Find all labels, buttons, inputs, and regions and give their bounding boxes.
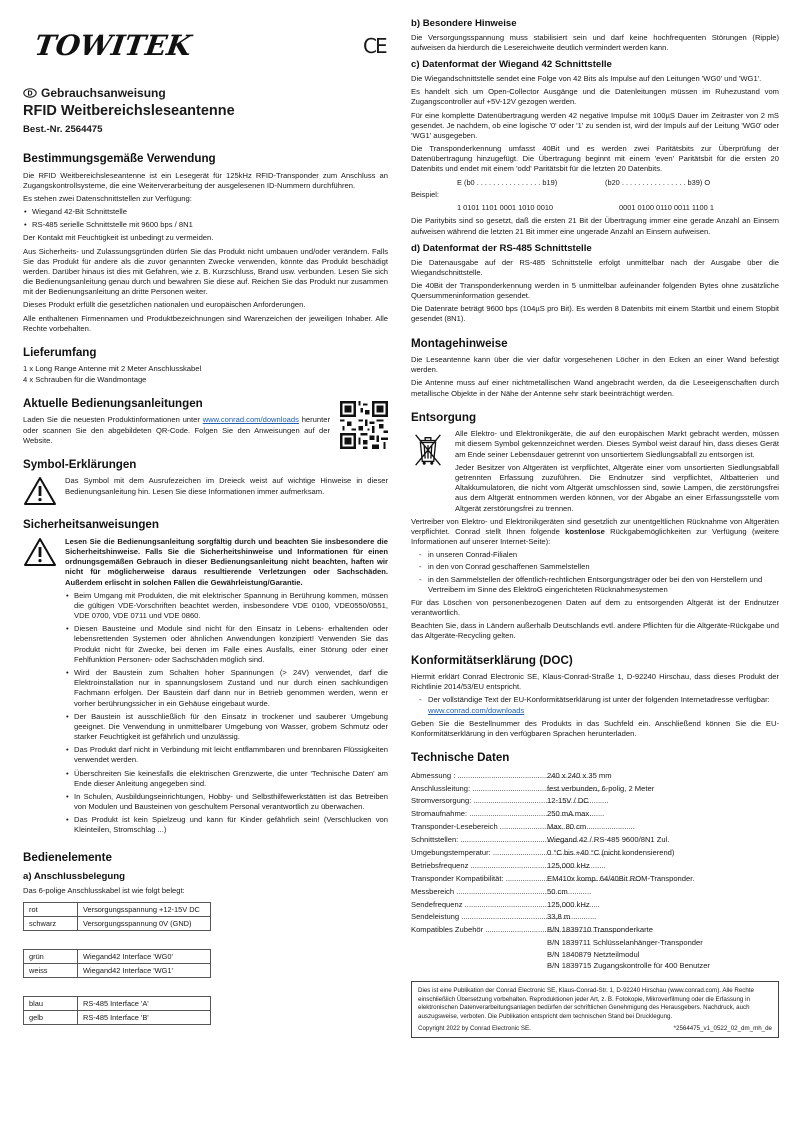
spec-value: 12-15V / DC — [547, 796, 589, 806]
table-row — [411, 924, 779, 935]
spec-value: 33,8 m — [547, 912, 571, 922]
spec-value: 0 °C bis +40 °C (nicht kondensierend) — [547, 848, 675, 858]
specs-heading: Technische Daten — [411, 751, 510, 765]
pin-assignment-intro: Das 6-polige Anschlusskabel ist wie folgt belegt: — [23, 885, 185, 895]
wire-function: Versorgungsspannung 0V (GND) — [78, 917, 211, 931]
list-item — [419, 695, 779, 715]
return-options-list — [419, 550, 779, 595]
wire-function: Versorgungsspannung +12-15V DC — [78, 903, 211, 917]
controls-heading: Bedienelemente — [23, 850, 112, 864]
warning-triangle-icon — [23, 537, 57, 567]
special-notes-text: Die Versorgungsspannung muss stabilisiert sein und darf keine hochfrequenten Störungen (Ripple) aufweisen da hierdurch die Lesereichweite deutlich vermindert werden kann. — [411, 32, 779, 53]
list-item: • Wird der Baustein zum Schalten hoher Spannungen (> 24V) verwendet, darf die Elektroinstallation nur in spannungslosem Zustand und nur durch einen sachkundigen Fachmann erfolgen. Der Baustein darf dann nur in Betrieb genommen werden, wenn er vorher berührungssicher in ein Gehäuse eingebaut wurde. — [65, 668, 388, 709]
wire-color: grün — [24, 950, 78, 964]
conformity-link[interactable]: www.conrad.com/downloads — [428, 705, 525, 715]
spec-label: Messbereich ..... — [411, 886, 547, 897]
left-column — [23, 140, 388, 1037]
table-row — [411, 770, 779, 781]
wire-function: RS-485 Interface 'B' — [78, 1011, 211, 1025]
wire-color: schwarz — [24, 917, 78, 931]
disposal-p4: Für das Löschen von personenbezogenen Daten auf dem zu entsorgenden Altgerät ist der Endnutzer verantwortlich. — [411, 597, 779, 618]
ce-mark: CE — [363, 34, 386, 58]
manuals-heading: Aktuelle Bedienungsanleitungen — [23, 396, 203, 410]
pin-table-power — [23, 902, 211, 931]
disposal-p1: Alle Elektro- und Elektronikgeräte, die auf den europäischen Markt gebracht werden, müssen mit diesem Symbol gekennzeichnet werden. Dieses Symbol weist darauf hin, dass dieses Gerät am Ende seiner Lebensdauer getrennt von unsortiertem Siedlungsabfall zu entsorgen ist. — [455, 429, 779, 459]
list-item: - in den von Conrad geschaffenen Sammelstellen — [419, 562, 779, 572]
mounting-p2: Die Antenne muss auf einer nichtmetallischen Wand angebracht werden, da die Leseeigenschaften durch metallische Objekte in der Nähe der Antenne sehr stark beeinträchtigt werden. — [411, 378, 779, 398]
conformity-list — [419, 695, 779, 715]
intended-use-p5: Dieses Produkt erfüllt die gesetzlichen nationalen und europäischen Anforderungen. — [23, 300, 306, 310]
rs485-p3: Die Datenrate beträgt 9600 bps (104µS pro Bit). Es werden 8 Datenbits mit einem Startbit und einem Stopbit gesendet (8N1). — [411, 304, 779, 324]
spec-value: 125,000 kHz — [547, 860, 590, 870]
table-row — [411, 899, 779, 910]
manuals-block — [23, 415, 388, 446]
spec-label: Sendefrequenz ..... — [411, 899, 547, 910]
spec-value: 125,000 kHz — [547, 899, 590, 909]
bit-example-first: 1 0101 1101 0001 1010 0010 — [457, 203, 554, 213]
spec-label: Transponder Kompatibilität: ..... — [411, 873, 547, 884]
wire-color: weiss — [24, 964, 78, 978]
logo-text: TOWITEK — [32, 29, 194, 62]
disposal-p3-bold: kostenlose — [565, 526, 605, 536]
spec-extra-2: B/N 1840879 Netzteilmodul — [547, 949, 640, 959]
spec-value: Wiegand 42 / RS-485 9600/8N1 Zul. — [547, 835, 670, 845]
list-item: • Wiegand 42-Bit Schnittstelle — [23, 207, 388, 217]
footer-code: *2564475_v1_0522_02_dm_mh_de — [673, 1024, 772, 1032]
list-item: • In Schulen, Ausbildungseinrichtungen, Hobby- und Selbsthilfewerkstätten ist das Betreiben von Modulen und Bausteinen von geschultem Personal verantwortlich zu überwachen. — [65, 792, 388, 812]
table-row — [411, 808, 779, 819]
qr-code[interactable] — [340, 401, 388, 449]
table-row — [411, 783, 779, 794]
intended-use-p2: Es stehen zwei Datenschnittstellen zur Verfügung: — [23, 193, 192, 203]
spec-value: 240 x 240 x 35 mm — [547, 770, 612, 780]
table-row — [24, 903, 211, 917]
symbols-block — [23, 476, 388, 506]
wiegand-p3: Für eine komplette Datenübertragung werden 42 negative Impulse mit 100µS Dauer im Zeitraster von 2 mS gesendet. Je nachdem, ob eine logische '0' oder '1' zu senden ist, wird der Impuls auf der Leitung 'WG0' oder 'WG1' ausgegeben. — [411, 110, 779, 140]
wire-function: RS-485 Interface 'A' — [78, 997, 211, 1011]
wiegand-heading: c) Datenformat der Wiegand 42 Schnittstelle — [411, 59, 612, 71]
towitek-logo — [32, 24, 194, 64]
symbols-heading: Symbol-Erklärungen — [23, 457, 137, 471]
order-number: Best.-Nr. 2564475 — [23, 124, 103, 135]
example-label: Beispiel: — [411, 189, 439, 199]
disposal-block — [411, 429, 779, 516]
manuals-text-after: herunter oder scannen Sie den abgebildeten QR-Code. Folgen Sie den Anweisungen auf der Website. — [23, 415, 330, 445]
spec-value: B/N 1839710 Transponderkarte — [547, 925, 653, 935]
spec-label: Sendeleistung ..... — [411, 911, 547, 922]
intended-use-heading: Bestimmungsgemäße Verwendung — [23, 152, 216, 165]
intended-use-p4: Aus Sicherheits- und Zulassungsgründen dürfen Sie das Produkt nicht umbauen und/oder verändern. Falls Sie das Produkt für andere als die zuvor genannten Zwecke verwenden, könnte das Produkt beschädigt werden. Darüber hinaus ist dies mit Gefahren, wie z. B. Kurzschluss, Brand usw. verbunden. Lesen Sie sich die Bedienungsanleitung genau durch und bewahren Sie diese auf. Reichen Sie das Produkt nur zusammen mit der Bedienungsanleitung an dritte Personen weiter. — [23, 246, 388, 297]
list-item: • Das Produkt ist kein Spielzeug und kann für Kinder gefährlich sein! (Verschlucken von Kleinteilen, Stromschlag ...) — [65, 815, 388, 835]
table-row — [411, 847, 779, 858]
spec-label: Umgebungstemperatur: ..... — [411, 847, 547, 858]
safety-block — [23, 537, 388, 839]
symbols-text: Das Symbol mit dem Ausrufezeichen im Dreieck weist auf wichtige Hinweise in dieser Bedienungsanleitung hin. Lesen Sie diese Informationen immer aufmerksam. — [65, 476, 388, 496]
table-row — [24, 997, 211, 1011]
doc-type — [23, 85, 166, 101]
intended-use-p3: Der Kontakt mit Feuchtigkeit ist unbedingt zu vermeiden. — [23, 233, 214, 243]
intended-use-p1: Die RFID Weitbereichsleseantenne ist ein Lesegerät für 125kHz RFID-Transponder zum Anschluss an Zugangskontrollsysteme, die eine Weiterverarbeitung der ausgelesenen ID-Nummern durchführen. — [23, 170, 388, 190]
table-row — [411, 886, 779, 897]
disposal-p5: Beachten Sie, dass in Ländern außerhalb Deutschlands evtl. andere Pflichten für die Altgeräte-Rückgabe und das Altgeräte-Recycling gelten. — [411, 621, 779, 641]
list-item: - in den Sammelstellen der öffentlich-rechtlichen Entsorgungsträger oder bei den von Herstellern und Vertreibern im Sinne des ElektroG eingerichteten Rücknahmesystemen — [419, 575, 779, 595]
spec-extra-3: B/N 1839715 Zugangskontrolle für 400 Benutzer — [547, 961, 710, 971]
wire-function: Wiegand42 Interface 'WG0' — [78, 950, 211, 964]
delivery-item: 4 x Schrauben für die Wandmontage — [23, 374, 147, 384]
list-item: • Beim Umgang mit Produkten, die mit elektrischer Spannung in Berührung kommen, müssen die gültigen VDE-Vorschriften beachtet werden, insbesondere VDE 0100, VDE0550/0551, VDE 0700, VDE 0711 und VDE 0860. — [65, 591, 388, 622]
wiegand-p1: Die Wiegandschnittstelle sendet eine Folge von 42 Bits als Impulse auf den Leitungen 'WG0' und 'WG1'. — [411, 74, 762, 84]
spec-label: Abmessung : ..... — [411, 770, 547, 781]
conformity-p2: Geben Sie die Bestellnummer des Produkts in das Suchfeld ein. Anschließend können Sie die EU-Konformitätserklärung in den verfügbaren Sprachen herunterladen. — [411, 718, 779, 738]
disposal-p3-after: Rückgabemöglichkeiten zur Verfügung (weitere Informationen auf unserer Internet-Seite): — [411, 526, 779, 547]
delivery-heading: Lieferumfang — [23, 345, 97, 359]
list-item: - in unseren Conrad-Filialen — [419, 550, 779, 560]
list-item: • Das Produkt darf nicht in Verbindung mit leicht entflammbaren und brennbaren Flüssigkeiten verwendet werden. — [65, 745, 388, 765]
list-item: • Der Baustein ist ausschließlich für den Einsatz in trockener und sauberer Umgebung geeignet. Die Verwendung in unmittelbarer Umgebung von Wasser, grobem Schmutz oder starker Feuchtigkeit ist gefährlich und unzulässig. — [65, 712, 388, 743]
svg-text:D: D — [27, 90, 33, 98]
table-row — [411, 821, 779, 832]
spec-label: Kompatibles Zubehör ..... — [411, 924, 547, 935]
disposal-heading: Entsorgung — [411, 410, 477, 424]
conformity-p1: Hiermit erklärt Conrad Electronic SE, Klaus-Conrad-Straße 1, D-92240 Hirschau, dass dieses Produkt der Richtlinie 2014/53/EU entspricht. — [411, 672, 779, 692]
table-row — [411, 860, 779, 871]
spec-extra-1: B/N 1839711 Schlüsselanhänger-Transponder — [547, 938, 703, 948]
specs-table — [411, 770, 779, 936]
disposal-p2: Jeder Besitzer von Altgeräten ist verpflichtet, Altgeräte einer vom unsortierten Siedlungsabfall getrennten Erfassung zuzuführen. Die Endnutzer sind verpflichtet, Altbatterien und Altakkumulatoren, die nicht vom Altgerät umschlossen sind, sowie Lampen, die zerstörungsfrei aus dem Altgerät entnommen werden können, vor der Abgabe an einer Erfassungsstelle vom Altgerät zerstörungsfrei zu trennen. — [455, 462, 779, 513]
bit-format — [411, 178, 779, 214]
wiegand-p4: Die Transponderkennung umfasst 40Bit und es werden zwei Paritätsbits zur Überprüfung der Datenübertragung hinzugefügt. Die Übertragung beginnt mit einem 'even' Paritätsbit für die ersten 20 Datenbits und endet mit einem 'odd' Paritätsbit für die letzten 20 Datenbits. — [411, 144, 779, 174]
document-icon — [23, 88, 37, 98]
disposal-p3 — [411, 517, 779, 548]
list-item: • RS-485 serielle Schnittstelle mit 9600 bps / 8N1 — [23, 220, 388, 230]
table-row — [24, 964, 211, 978]
spec-label: Stromaufnahme: ..... — [411, 808, 547, 819]
spec-value: 250 mA max. — [547, 809, 592, 819]
disposal-p3-before: Vertreiber von Elektro- und Elektronikgeräten sind gesetzlich zur unentgeltlichen Rücknahme von Altgeräten verpflichtet. Conrad stellt Ihnen folgende — [411, 516, 779, 536]
spec-label: Betriebsfrequenz ..... — [411, 860, 547, 871]
interface-list — [23, 207, 388, 230]
pin-table-wiegand — [23, 949, 211, 978]
spec-label: Schnittstellen: ..... — [411, 834, 547, 845]
wire-color: gelb — [24, 1011, 78, 1025]
wire-function: Wiegand42 Interface 'WG1' — [78, 964, 211, 978]
mounting-heading: Montagehinweise — [411, 336, 508, 350]
manuals-text — [23, 415, 330, 446]
spec-value: EM410x komp. 64/40Bit ROM-Transponder. — [547, 873, 695, 883]
wire-color: rot — [24, 903, 78, 917]
list-item: • Überschreiten Sie keinesfalls die elektrischen Grenzwerte, die unter 'Technische Daten' am Ende dieser Anleitung angegeben sind. — [65, 769, 388, 789]
spec-value: 50 cm — [547, 886, 568, 896]
wiegand-p2: Es handelt sich um Open-Collector Ausgänge und die Datenleitungen müssen im Ruhezustand vom Zugangscontroller auf +5V-12V gezogen werden. — [411, 87, 779, 107]
publisher-footer — [411, 981, 779, 1038]
spec-value: fest verbunden, 6-polig, 2 Meter — [547, 783, 655, 793]
bit-format-second: (b20 . . . . . . . . . . . . . . . . b39) O — [605, 177, 711, 187]
table-row — [24, 950, 211, 964]
delivery-item: 1 x Long Range Antenne mit 2 Meter Anschlusskabel — [23, 364, 202, 374]
crossed-bin-icon — [411, 429, 445, 469]
safety-intro: Lesen Sie die Bedienungsanleitung sorgfältig durch und beachten Sie insbesondere die Sicherheitshinweise. Falls Sie die Sicherheitshinweise und Informationen für einen ordnungsgemäßen Gebrauch in dieser Bedienungsanleitung nicht beachten, haften wir nicht für möglicherweise daraus resultierende Verletzungen oder Sachschäden. Außerdem erlischt in solchen Fällen die Gewährleistung/Garantie. — [65, 536, 388, 587]
wiegand-p5: Die Paritybits sind so gesetzt, daß die ersten 21 Bit der Übertragung immer eine gerade Anzahl an Einsern aufweisen während die letzten 21 Bit immer eine ungerade Anzahl an Einsern aufweisen. — [411, 216, 779, 236]
table-row — [411, 834, 779, 845]
manuals-text-before: Laden Sie die neuesten Produktinformationen unter — [23, 415, 203, 425]
table-row — [411, 795, 779, 806]
pin-assignment-heading: a) Anschlussbelegung — [23, 871, 125, 883]
conformity-dash-text: Der vollständige Text der EU-Konformitätserklärung ist unter der folgenden Internetadresse verfügbar: — [428, 695, 770, 705]
pin-table-rs485 — [23, 996, 211, 1025]
spec-label: Anschlussleitung: ..... — [411, 783, 547, 794]
rs485-p2: Die 40Bit der Transponderkennung werden in 5 unmittelbar aufeinander folgenden Bytes ohne zusätzliche Quersummeninformation gesendet. — [411, 280, 779, 301]
rs485-p1: Die Datenausgabe auf der RS-485 Schnittstelle erfolgt unmittelbar nach der Ausgabe über die Wiegandschnittstelle. — [411, 257, 779, 277]
right-column — [411, 14, 779, 1038]
table-row — [411, 873, 779, 884]
rs485-heading: d) Datenformat der RS-485 Schnittstelle — [411, 242, 592, 254]
downloads-link[interactable]: www.conrad.com/downloads — [202, 415, 299, 425]
doc-type-label: Gebrauchsanweisung — [41, 86, 166, 100]
table-row — [24, 1011, 211, 1025]
footer-copyright: Copyright 2022 by Conrad Electronic SE. — [418, 1024, 531, 1032]
warning-triangle-icon — [23, 476, 57, 506]
conformity-heading: Konformitätserklärung (DOC) — [411, 653, 573, 667]
bit-example-second: 0001 0100 0110 0011 1100 1 — [619, 203, 714, 213]
wire-color: blau — [24, 997, 78, 1011]
bit-format-first: E (b0 . . . . . . . . . . . . . . . . b19) — [457, 177, 558, 187]
mounting-p1: Die Leseantenne kann über die vier dafür vorgesehenen Löcher in den Ecken an einer Wand befestigt werden. — [411, 355, 779, 375]
spec-label: Stromversorgung: ..... — [411, 795, 547, 806]
intended-use-p6: Alle enthaltenen Firmennamen und Produktbezeichnungen sind Warenzeichen der jeweiligen Inhaber. Alle Rechte vorbehalten. — [23, 313, 388, 333]
safety-heading: Sicherheitsanweisungen — [23, 518, 159, 532]
page-title: RFID Weitbereichsleseantenne — [23, 103, 235, 119]
table-row — [411, 911, 779, 922]
footer-text: Dies ist eine Publikation der Conrad Electronic SE, Klaus-Conrad-Str. 1, D-92240 Hirschau (www.conrad.com). Alle Rechte einschließlich Übersetzung vorbehalten. Reproduktionen jeder Art, z. B. Fotokopie, Mikroverfilmung oder die Erfassung in elektronischen Datenverarbeitungsanlagen bedürfen der schriftlichen Genehmigung des Herausgebers. Nachdruck, auch auszugsweise, verboten. Die Publikation entspricht dem technischen Stand bei Drucklegung. — [418, 987, 754, 1020]
special-notes-heading: b) Besondere Hinweise — [411, 18, 517, 29]
table-row — [24, 917, 211, 931]
spec-value: Max. 80 cm — [547, 822, 587, 832]
spec-label: Transponder-Lesebereich ..... — [411, 821, 547, 832]
safety-list — [65, 591, 388, 836]
list-item: • Diesen Bausteine und Module sind nicht für den Einsatz in Lebens- erhaltenden oder lebensrettenden Systemen oder ähnlichen Anwendungen konzipiert! Verwenden Sie das Produkt nicht für Zwecke, bei denen im Falle eines Ausfalls, einer Störung oder einer Fehlfunktion Personen- oder Sachschäden möglich sind. — [65, 624, 388, 665]
